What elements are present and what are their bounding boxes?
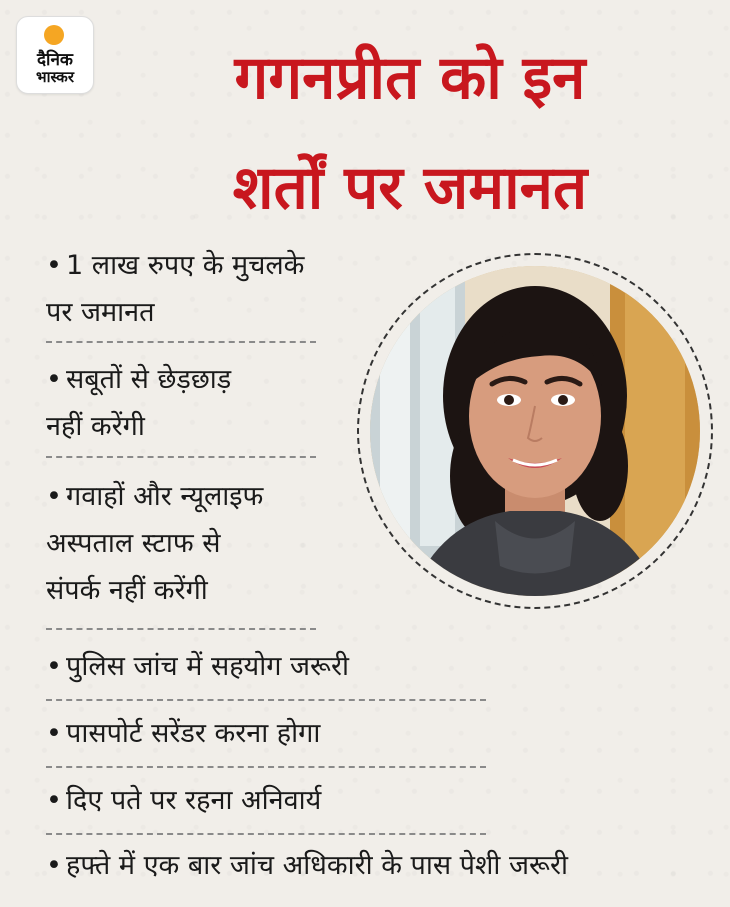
dashed-divider (46, 628, 316, 630)
logo-line-2: भास्कर (36, 68, 74, 86)
condition-item (46, 777, 321, 824)
sun-icon (44, 25, 64, 45)
bullet-icon: • (46, 850, 62, 881)
condition-item (46, 356, 231, 450)
bullet-icon: • (46, 785, 62, 816)
condition-line: संपर्क नहीं करेंगी (46, 575, 208, 606)
condition-item (46, 842, 568, 889)
bullet-icon: • (46, 481, 62, 512)
condition-line: नहीं करेंगी (46, 411, 145, 442)
dashed-divider (46, 699, 486, 701)
dainik-bhaskar-logo (16, 16, 94, 94)
bullet-icon: • (46, 364, 62, 395)
condition-line: • दिए पते पर रहना अनिवार्य (46, 777, 321, 824)
bullet-icon: • (46, 718, 62, 749)
condition-line: • पुलिस जांच में सहयोग जरूरी (46, 643, 349, 690)
bullet-icon: • (46, 250, 62, 281)
condition-line: • सबूतों से छेड़छाड़ (46, 356, 231, 403)
dashed-divider (46, 341, 316, 343)
dashed-divider (46, 766, 486, 768)
condition-line: • गवाहों और न्यूलाइफ (46, 473, 263, 520)
condition-item (46, 643, 349, 690)
portrait-illustration (370, 266, 700, 596)
dashed-divider (46, 456, 316, 458)
condition-line: • हफ्ते में एक बार जांच अधिकारी के पास पेशी जरूरी (46, 842, 568, 889)
bullet-icon: • (46, 651, 62, 682)
headline-line-1: गगनप्रीत को इन (234, 43, 586, 113)
condition-line: • पासपोर्ट सरेंडर करना होगा (46, 710, 320, 757)
portrait-photo (370, 266, 700, 596)
headline-line-2: शर्तों पर जमानत (232, 153, 588, 223)
condition-item (46, 473, 263, 614)
condition-item (46, 242, 304, 336)
condition-line: • 1 लाख रुपए के मुचलके (46, 242, 304, 289)
condition-line: अस्पताल स्टाफ से (46, 528, 221, 559)
condition-item (46, 710, 320, 757)
condition-line: पर जमानत (46, 297, 155, 328)
dashed-divider (46, 833, 486, 835)
logo-line-1: दैनिक (37, 50, 73, 70)
